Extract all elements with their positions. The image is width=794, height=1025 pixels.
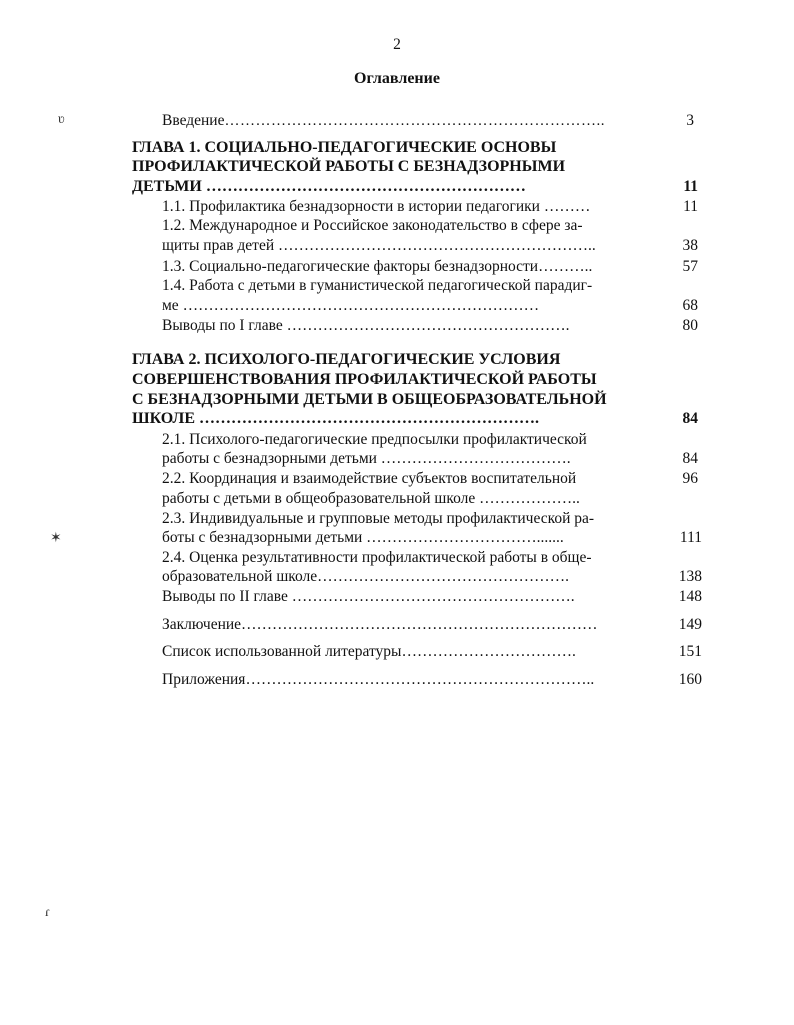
chapter1-title-line2: ПРОФИЛАКТИЧЕСКОЙ РАБОТЫ С БЕЗНАДЗОРНЫМИ — [132, 158, 566, 175]
toc-page-references: 151 — [678, 643, 702, 660]
toc-entry-1-4-line2: ме …………………………………………………………… — [162, 297, 540, 314]
toc-entry-2-1-line2: работы с безнадзорными детьми ………………………………. — [162, 450, 571, 467]
toc-page-chapter2: 84 — [682, 410, 698, 427]
toc-entry-conclusion: Заключение…………………………………………………………… — [162, 616, 598, 633]
toc-entry-1-2-line1: 1.2. Международное и Российское законодательство в сфере за- — [162, 217, 583, 234]
toc-page-conclusion: 149 — [678, 616, 702, 633]
toc-page-1-4: 68 — [682, 297, 698, 314]
toc-entry-1-1: 1.1. Профилактика безнадзорности в истории педагогики ……… — [162, 198, 591, 215]
toc-page-appendix: 160 — [678, 671, 702, 688]
toc-page-intro: 3 — [686, 112, 694, 129]
toc-entry-2-4-line1: 2.4. Оценка результативности профилактической работы в обще- — [162, 549, 592, 566]
toc-page-chapter1: 11 — [683, 178, 698, 195]
toc-entry-chapter1-summary: Выводы по I главе ………………………………………………. — [162, 317, 570, 334]
document-page: 2 Оглавление ʋ ✶ ɾ Введение……………………………………………………………….. 3 ГЛАВА 1. СОЦИАЛЬНО-ПЕДАГОГИЧЕСКИЕ ОСНОВЫ ПРОФИЛАКТИЧЕСКОЙ РАБОТЫ С БЕЗНАДЗОРНЫМИ ДЕТЬМИ …………………………………………………… 11 1.1. Профилактика безнадзорности в истории педагогики ……… 11 1.2. Международное и Российское законодательство в сфере за- щиты прав детей …………………………………………………….. 38 1.3. Социально-педагогические факторы безнадзорности……….. 57 1.4. Работа с детьми в гуманистической педагогической парадиг- ме …………………………………………………………… 68 Выводы по I главе ………………………………………………. 80 ГЛАВА 2. ПСИХОЛОГО-ПЕДАГОГИЧЕСКИЕ УСЛОВИЯ СОВЕРШЕНСТВОВАНИЯ ПРОФИЛАКТИЧЕСКОЙ РАБОТЫ С БЕЗНАДЗОРНЫМИ ДЕТЬМИ В ОБЩЕОБРАЗОВАТЕЛЬНОЙ ШКОЛЕ ………………………………………………………. 84 2.1. Психолого-педагогические предпосылки профилактической работы с безнадзорными детьми ………………………………. 84 2.2. Координация и взаимодействие субъектов воспитательной 96 работы с детьми в общеобразовательной школе ……………….. 2.3. Индивидуальные и групповые методы профилактической ра- боты с безнадзорными детьми ……………………………....... 111 2.4. Оценка результативности профилактической работы в обще- образовательной школе…………………………………………. 138 Выводы по II главе ………………………………………………. 148 Заключение…………………………………………………………… 149 Список использованной литературы……………………………. 151 Приложения………………………………………………………….. 160 — [0, 0, 794, 1025]
toc-entry-chapter2-summary: Выводы по II главе ………………………………………………. — [162, 588, 575, 605]
chapter1-title-line3: ДЕТЬМИ …………………………………………………… — [132, 178, 526, 195]
chapter2-title-line1: ГЛАВА 2. ПСИХОЛОГО-ПЕДАГОГИЧЕСКИЕ УСЛОВИЯ — [132, 351, 561, 368]
toc-page-2-2: 96 — [682, 470, 698, 487]
toc-entry-2-3-line2: боты с безнадзорными детьми ……………………………....... — [162, 529, 564, 546]
toc-entry-1-4-line1: 1.4. Работа с детьми в гуманистической педагогической парадиг- — [162, 277, 593, 294]
toc-page-2-4: 138 — [678, 568, 702, 585]
margin-mark: ʋ — [58, 112, 65, 127]
toc-page-1-1: 11 — [683, 198, 698, 215]
chapter2-title-line2: СОВЕРШЕНСТВОВАНИЯ ПРОФИЛАКТИЧЕСКОЙ РАБОТЫ — [132, 371, 597, 388]
toc-entry-2-1-line1: 2.1. Психолого-педагогические предпосылки профилактической — [162, 431, 587, 448]
toc-page-chapter1-summary: 80 — [682, 317, 698, 334]
chapter2-title-line3: С БЕЗНАДЗОРНЫМИ ДЕТЬМИ В ОБЩЕОБРАЗОВАТЕЛЬНОЙ — [132, 391, 607, 408]
toc-entry-intro: Введение……………………………………………………………….. — [162, 112, 605, 129]
toc-entry-1-3: 1.3. Социально-педагогические факторы безнадзорности……….. — [162, 258, 593, 275]
toc-page-1-3: 57 — [682, 258, 698, 275]
toc-entry-2-3-line1: 2.3. Индивидуальные и групповые методы профилактической ра- — [162, 510, 595, 527]
toc-entry-2-2-line2: работы с детьми в общеобразовательной школе ……………….. — [162, 490, 580, 507]
toc-page-1-2: 38 — [682, 237, 698, 254]
toc-page-2-1: 84 — [682, 450, 698, 467]
toc-entry-2-4-line2: образовательной школе…………………………………………. — [162, 568, 570, 585]
margin-mark: ɾ — [45, 905, 50, 920]
toc-entry-references: Список использованной литературы……………………………. — [162, 643, 576, 660]
toc-page-2-3: 111 — [679, 529, 702, 546]
toc-entry-appendix: Приложения………………………………………………………….. — [162, 671, 595, 688]
toc-entry-2-2-line1: 2.2. Координация и взаимодействие субъектов воспитательной — [162, 470, 577, 487]
page-title: Оглавление — [354, 70, 440, 87]
toc-page-chapter2-summary: 148 — [678, 588, 702, 605]
chapter2-title-line4: ШКОЛЕ ………………………………………………………. — [132, 410, 540, 427]
toc-entry-1-2-line2: щиты прав детей …………………………………………………….. — [162, 237, 596, 254]
margin-mark: ✶ — [50, 531, 62, 546]
chapter1-title-line1: ГЛАВА 1. СОЦИАЛЬНО-ПЕДАГОГИЧЕСКИЕ ОСНОВЫ — [132, 139, 557, 156]
